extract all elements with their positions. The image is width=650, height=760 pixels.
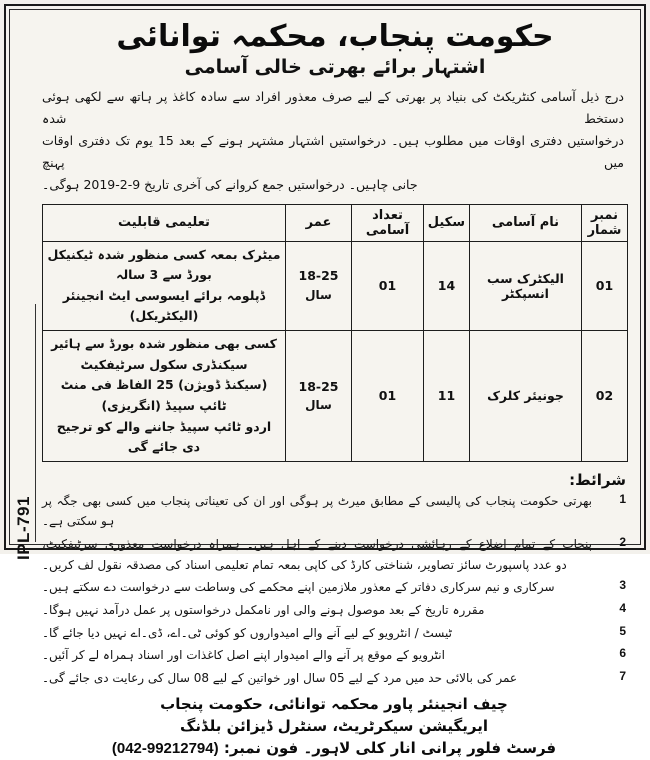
condition-line-1: پنجاب کے تمام اضلاع کے رہائشی درخواست دینے کے اہل ہیں۔ ہمراہ درخواست معذوری سرٹیفکیٹ،	[42, 537, 592, 552]
condition-number: 1	[619, 491, 626, 506]
condition-text	[42, 577, 592, 598]
qualification-line-1: کسی بھی منظور شدہ بورڈ سے ہائیر سیکنڈری سکول سرٹیفکیٹ	[51, 336, 277, 372]
intro-line-2: درخواستیں دفتری اوقات میں مطلوب ہیں۔ درخواستیں اشتہار مشتہر ہونے کے بعد 15 یوم تک دفتری اوقات میں پہنچ	[42, 132, 624, 170]
column-header-age: عمر	[286, 204, 352, 241]
conditions-heading: شرائط:	[569, 470, 626, 489]
qualification-line-2: ڈپلومہ برائے ایسوسی ایٹ انجینئر (الیکٹریکل)	[62, 287, 266, 324]
cell-count: 01	[352, 241, 424, 331]
condition-text	[42, 491, 592, 532]
cell-serial: 01	[582, 241, 628, 331]
column-header-qualification: تعلیمی قابلیت	[43, 204, 286, 241]
cell-age-unit: سال	[305, 398, 332, 413]
cell-post-name: الیکٹرک سب انسپکٹر	[470, 241, 582, 331]
condition-item	[42, 645, 626, 666]
ad-inner-border	[9, 9, 641, 757]
condition-line-2: دو عدد پاسپورٹ سائز تصاویر، شناختی کارڈ کی کاپی بمعہ تمام تعلیمی اسناد کی مصدقہ نقول لف کریں۔	[42, 557, 567, 572]
cell-age	[286, 241, 352, 331]
cell-scale: 14	[424, 241, 470, 331]
condition-number: 2	[619, 535, 626, 550]
intro-line-3: جانی چاہیں۔ درخواستیں جمع کروانے کی آخری تاریخ 9-2-2019 ہوگی۔	[42, 176, 418, 192]
ad-outer-border	[4, 4, 646, 757]
vacancy-table	[42, 204, 628, 462]
cell-age-range: 18-25	[298, 378, 339, 394]
condition-text	[42, 534, 592, 575]
cell-age	[286, 331, 352, 462]
column-header-scale: سکیل	[424, 204, 470, 241]
issuer-address: فرسٹ فلور پرانی انار کلی لاہور۔ فون نمبر:	[223, 738, 557, 757]
cell-post-name: جونیئر کلرک	[470, 331, 582, 462]
condition-number: 7	[619, 668, 626, 683]
phone-number: (042-99212794)	[111, 739, 219, 757]
condition-text	[42, 645, 592, 666]
condition-number: 3	[619, 578, 626, 593]
condition-line-1: انٹرویو کے موقع پر آنے والے امیدوار اپنے اصل کاغذات اور اسناد ہمراہ لے کر آئیں۔	[42, 648, 445, 663]
table-row	[43, 241, 628, 331]
cell-age-range: 18-25	[298, 268, 339, 284]
intro-line-1: درج ذیل آسامی کنٹریکٹ کی بنیاد پر بھرتی کے لیے صرف معذور افراد سے سادہ کاغذ پر ہاتھ سے لکھی ہوئی دستخط شدہ	[42, 89, 624, 127]
condition-line-1: بھرتی حکومت پنجاب کی پالیسی کے مطابق میرٹ پر ہوگی اور ان کی تعیناتی پنجاب میں کسی بھی جگہ پر ہو سکتی ہے۔	[42, 493, 592, 529]
condition-number: 6	[619, 646, 626, 661]
condition-number: 5	[619, 623, 626, 638]
condition-text	[42, 668, 592, 689]
conditions-list	[42, 491, 626, 689]
cell-qualification	[43, 331, 286, 462]
cell-qualification	[43, 241, 286, 331]
condition-text	[42, 600, 592, 621]
cell-count: 01	[352, 331, 424, 462]
intro-paragraph	[42, 86, 624, 195]
qualification-line-3: اردو ٹائپ سپیڈ جاننے والے کو ترجیح دی جائے گی	[56, 418, 272, 455]
reference-code: IPL-791	[14, 496, 33, 560]
condition-item	[42, 600, 626, 621]
issuer-office: ایریگیشن سیکرٹریٹ، سنٹرل ڈیزائن بلڈنگ	[179, 717, 488, 736]
issuer-designation: چیف انجینئر پاور محکمہ توانائی، حکومت پنجاب	[160, 695, 508, 714]
condition-item	[42, 668, 626, 689]
ad-content	[36, 10, 634, 757]
condition-item	[42, 623, 626, 644]
table-header-row	[43, 204, 628, 241]
condition-line-1: سرکاری و نیم سرکاری دفاتر کے معذور ملازمین اپنے محکمے کی وساطت سے درخواست دے سکتے ہیں۔	[42, 580, 555, 595]
column-header-count: تعداد آسامی	[352, 204, 424, 241]
condition-item	[42, 534, 626, 575]
condition-text	[42, 623, 592, 644]
condition-item	[42, 577, 626, 598]
condition-line-1: عمر کی بالائی حد میں مرد کے لیے 05 سال اور خواتین کے لیے 08 سال کی رعایت دی جائے گی۔	[42, 670, 518, 685]
cell-scale: 11	[424, 331, 470, 462]
issuer-address-phone	[42, 738, 626, 760]
page-subtitle: اشتہار برائے بھرتی خالی آسامی	[184, 56, 486, 79]
condition-line-1: ٹیسٹ / انٹرویو کے لیے آنے والے امیدواروں کو کوئی ٹی۔اے، ڈی۔اے نہیں دیا جائے گا۔	[42, 625, 452, 640]
cell-age-unit: سال	[305, 288, 332, 303]
issuer-footer	[42, 694, 626, 759]
column-header-serial: نمبر شمار	[582, 204, 628, 241]
page-title: حکومت پنجاب، محکمہ توانائی	[116, 19, 554, 54]
condition-number: 4	[619, 600, 626, 615]
condition-line-1: مقررہ تاریخ کے بعد موصول ہونے والی اور نامکمل درخواستوں پر عمل درآمد نہیں ہوگا۔	[42, 602, 485, 617]
column-header-post-name: نام آسامی	[470, 204, 582, 241]
table-row	[43, 331, 628, 462]
qualification-line-1: میٹرک بمعہ کسی منظور شدہ ٹیکنیکل بورڈ سے 3 سالہ	[47, 246, 281, 283]
reference-code-strip	[12, 10, 36, 560]
qualification-line-2: (سیکنڈ ڈویژن) 25 الفاظ فی منٹ ٹائپ سپیڈ (انگریزی)	[60, 377, 268, 413]
condition-item	[42, 491, 626, 532]
cell-serial: 02	[582, 331, 628, 462]
